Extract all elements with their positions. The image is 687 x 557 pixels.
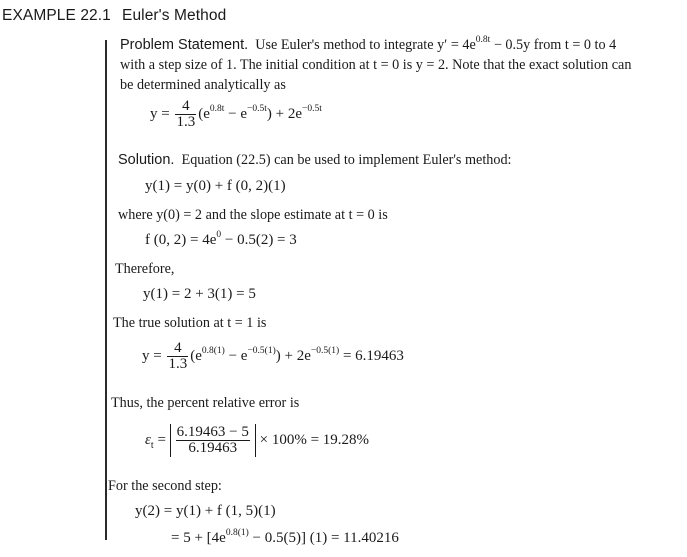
error-symbol: ε [145, 431, 151, 448]
exact-part-c: ) + 2e [266, 105, 303, 122]
solution-intro: Equation (22.5) can be used to implement Euler's method: [181, 152, 512, 168]
error-formula [145, 424, 369, 457]
problem-line-3: be determined analytically as [120, 77, 286, 93]
eq4-exp: 0.8(1) [225, 528, 249, 538]
problem-line-1 [120, 35, 616, 56]
equation-2: y(1) = 2 + 3(1) = 5 [143, 286, 256, 302]
error-result: × 100% = 19.28% [255, 431, 370, 448]
problem-line-2: with a step size of 1. The initial condition at t = 0 is y = 2. Note that the exact solution can [120, 57, 632, 73]
exact-frac-num: 4 [175, 99, 196, 115]
exact-fraction [175, 99, 196, 130]
example-label: EXAMPLE 22.1 [2, 7, 111, 24]
true-fraction [167, 341, 188, 372]
true-part-a: (e [190, 347, 202, 364]
margin-rule [105, 40, 107, 540]
thus-line: Thus, the percent relative error is [111, 395, 300, 411]
exact-exp-a: 0.8t [209, 103, 225, 114]
true-lhs: y = [142, 347, 166, 364]
slope-exp: 0 [216, 230, 222, 240]
true-formula [142, 341, 404, 372]
error-frac-num: 6.19463 − 5 [176, 424, 249, 440]
error-abs-value [170, 424, 256, 457]
true-frac-den: 1.3 [168, 356, 188, 372]
exact-lhs: y = [150, 105, 174, 122]
exact-exp-c: −0.5t [302, 103, 322, 114]
true-part-c: ) + 2e [275, 347, 311, 364]
true-result: = 6.19463 [339, 347, 404, 364]
equation-1: y(1) = y(0) + f (0, 2)(1) [145, 178, 286, 194]
example-title: Euler's Method [122, 7, 227, 24]
equation-4 [171, 530, 399, 547]
exact-frac-den: 1.3 [176, 114, 196, 130]
problem-heading: Problem Statement. [120, 37, 249, 53]
solution-heading: Solution. [118, 152, 175, 168]
true-part-b: − e [224, 347, 248, 364]
error-fraction [176, 425, 250, 456]
error-subscript: t [150, 439, 154, 451]
exact-formula [150, 99, 322, 130]
solution-line [118, 150, 512, 171]
where-line: where y(0) = 2 and the slope estimate at t = 0 is [118, 207, 388, 223]
exact-part-b: − e [224, 105, 248, 122]
true-exp-a: 0.8(1) [201, 345, 225, 356]
eq4-part-a: = 5 + [4e [171, 530, 226, 546]
problem-text-1: Use Euler's method to integrate y′ = 4e [255, 37, 476, 53]
true-exp-c: −0.5(1) [310, 345, 340, 356]
slope-part-a: f (0, 2) = 4e [145, 232, 217, 248]
problem-text-1-tail: − 0.5y from t = 0 to 4 [490, 37, 617, 53]
problem-exp: 0.8t [475, 35, 491, 45]
slope-equation [145, 232, 297, 249]
equation-3: y(2) = y(1) + f (1, 5)(1) [135, 503, 276, 519]
second-step-line: For the second step: [108, 478, 222, 494]
slope-part-b: − 0.5(2) = 3 [221, 232, 297, 248]
true-frac-num: 4 [167, 341, 188, 357]
exact-exp-b: −0.5t [247, 103, 267, 114]
exact-part-a: (e [198, 105, 210, 122]
true-solution-line: The true solution at t = 1 is [113, 315, 267, 331]
eq4-part-b: − 0.5(5)] (1) = 11.40216 [248, 530, 399, 546]
error-equals: = [153, 431, 170, 448]
true-exp-b: −0.5(1) [247, 345, 276, 356]
therefore-line: Therefore, [115, 261, 175, 277]
error-frac-den: 6.19463 [188, 440, 238, 456]
